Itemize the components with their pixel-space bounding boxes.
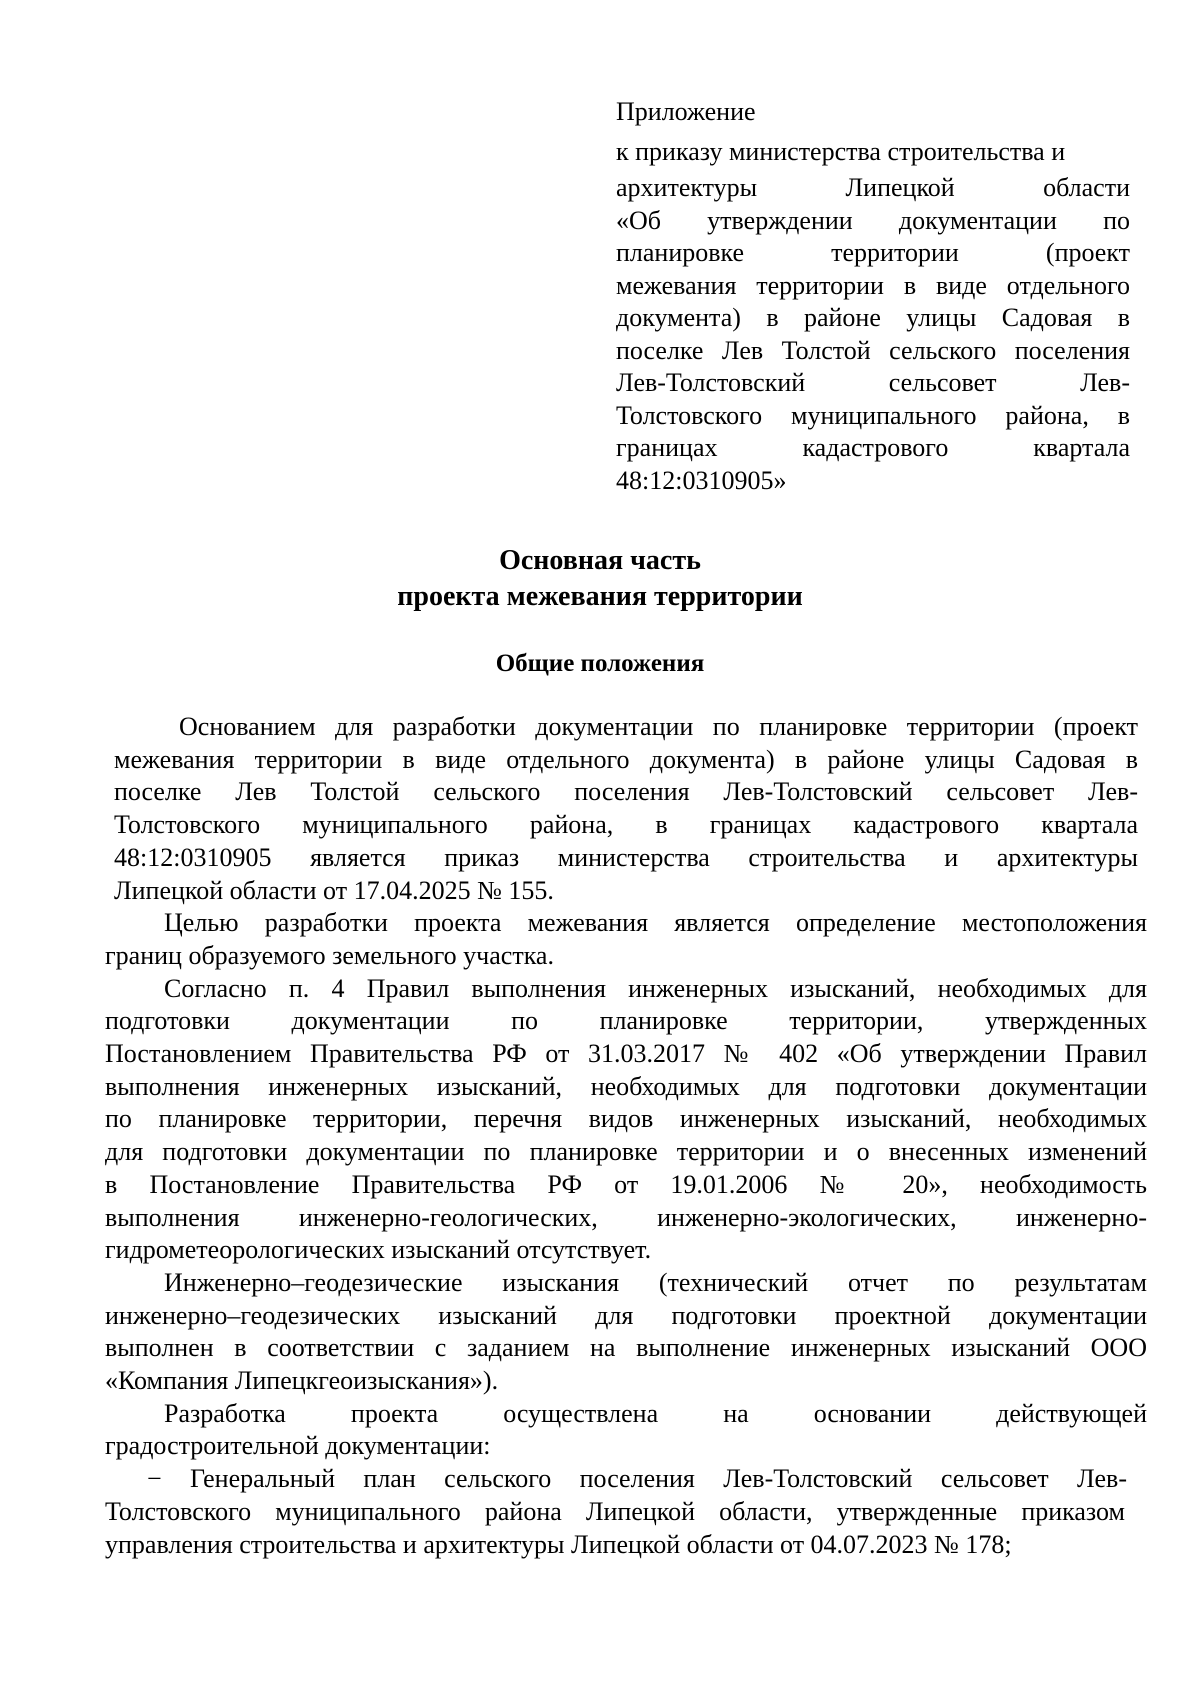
paragraph-line: межевания территории в виде отдельного документа) в районе улицы Садовая в: [114, 744, 1138, 774]
paragraph-line: выполнения инженерных изысканий, необходимых для подготовки документации: [105, 1071, 1147, 1101]
paragraph-line: Целью разработки проекта межевания является определение местоположения: [164, 908, 1147, 938]
appendix-line: межевания территории в виде отдельного: [616, 270, 1130, 300]
appendix-title: Приложение: [616, 97, 756, 126]
paragraph-line: Толстовского муниципального района Липецкой области, утвержденные приказом: [105, 1496, 1125, 1526]
document-body: [105, 711, 1147, 1561]
appendix-line: к приказу министерства строительства и: [616, 136, 1066, 166]
paragraph-development: [105, 1398, 1147, 1463]
paragraph-line: Основанием для разработки документации по планировке территории (проект: [179, 712, 1138, 741]
section-heading: Общие положения: [495, 650, 705, 677]
paragraph-line: в Постановление Правительства РФ от 19.01.2006 № 20», необходимость: [105, 1169, 1147, 1199]
paragraph-line: инженерно–геодезических изысканий для подготовки проектной документации: [105, 1300, 1147, 1330]
paragraph-surveys: [105, 973, 1147, 1267]
paragraph-line: Разработка проекта осуществлена на основании действующей: [164, 1398, 1147, 1428]
appendix-line: Лев-Толстовский сельсовет Лев-: [616, 368, 1130, 397]
paragraph-line: поселке Лев Толстой сельского поселения Лев-Толстовский сельсовет Лев-: [114, 777, 1138, 807]
paragraph-line: Постановлением Правительства РФ от 31.03.2017 № 402 «Об утверждении Правил: [105, 1039, 1147, 1069]
appendix-line: планировке территории (проект: [616, 238, 1130, 267]
paragraph-purpose: [105, 907, 1147, 972]
paragraph-line: для подготовки документации по планировке территории и о внесенных изменений: [105, 1137, 1147, 1167]
paragraph-line: − Генеральный план сельского поселения Лев-Толстовский сельсовет Лев-: [147, 1464, 1127, 1494]
appendix-line: Толстовского муниципального района, в: [616, 400, 1130, 430]
paragraph-basis: [114, 711, 1138, 907]
appendix-line: архитектуры Липецкой области: [616, 173, 1130, 202]
appendix-line: поселке Лев Толстой сельского поселения: [616, 335, 1130, 365]
paragraph-general-plan: [105, 1463, 1147, 1561]
paragraph-line: подготовки документации по планировке территории, утвержденных: [105, 1006, 1147, 1036]
paragraph-line: Инженерно–геодезические изыскания (технический отчет по результатам: [164, 1267, 1147, 1297]
appendix-line: документа) в районе улицы Садовая в: [616, 303, 1130, 332]
paragraph-line: 48:12:0310905 является приказ министерства строительства и архитектуры: [114, 842, 1138, 872]
paragraph-line: «Компания Липецкгеоизыскания»).: [105, 1366, 499, 1396]
document-title: [0, 543, 1200, 615]
paragraph-line: градостроительной документации:: [105, 1431, 491, 1461]
paragraph-line: гидрометеорологических изысканий отсутствует.: [105, 1235, 652, 1265]
paragraph-line: Толстовского муниципального района, в границах кадастрового квартала: [114, 810, 1138, 840]
appendix-block: [616, 96, 1130, 497]
paragraph-line: границ образуемого земельного участка.: [105, 940, 554, 970]
document-title-line-2: проекта межевания территории: [397, 581, 803, 612]
paragraph-line: управления строительства и архитектуры Липецкой области от 04.07.2023 № 178;: [105, 1529, 1012, 1559]
paragraph-geodetic: [105, 1267, 1147, 1398]
document-title-line-1: Основная часть: [499, 545, 701, 576]
paragraph-line: Липецкой области от 17.04.2025 № 155.: [114, 875, 554, 905]
paragraph-line: по планировке территории, перечня видов инженерных изысканий, необходимых: [105, 1104, 1147, 1134]
appendix-line: границах кадастрового квартала: [616, 433, 1130, 462]
appendix-line: 48:12:0310905»: [616, 465, 787, 495]
paragraph-line: выполнения инженерно-геологических, инженерно-экологических, инженерно-: [105, 1202, 1147, 1232]
appendix-line: «Об утверждении документации по: [616, 205, 1130, 235]
paragraph-line: Согласно п. 4 Правил выполнения инженерных изысканий, необходимых для: [164, 973, 1147, 1003]
paragraph-line: выполнен в соответствии с заданием на выполнение инженерных изысканий ООО: [105, 1333, 1147, 1363]
